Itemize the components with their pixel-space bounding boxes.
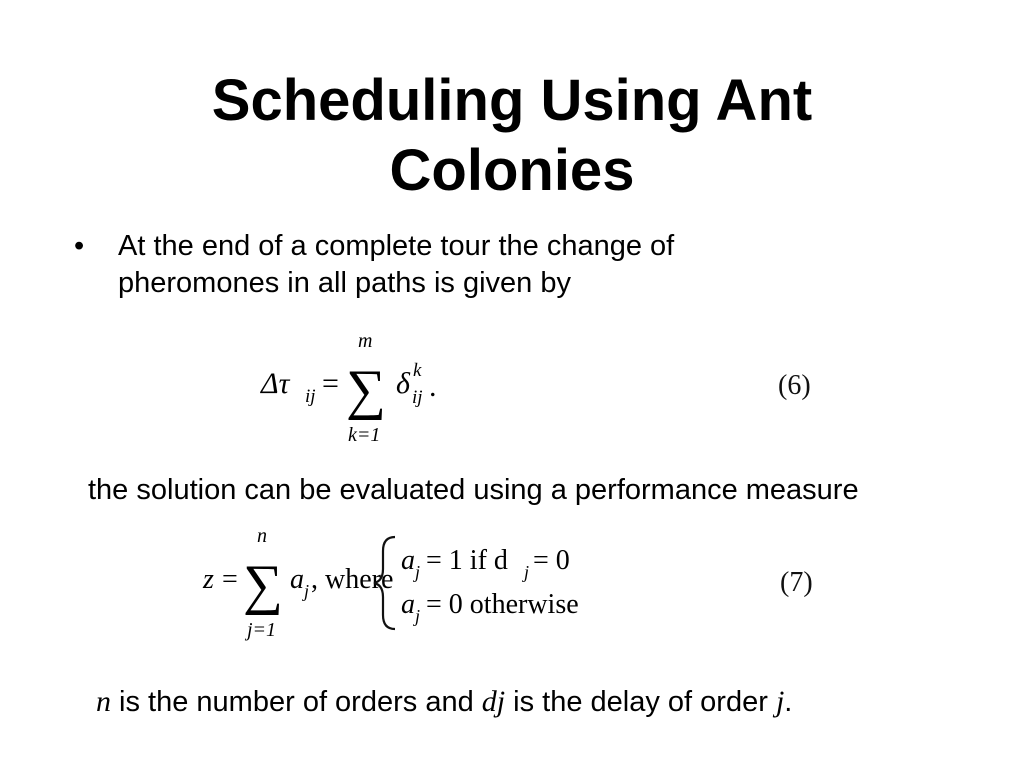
- eq7-case1-var: a: [401, 545, 415, 576]
- equation-6: [256, 328, 456, 448]
- eq7-case2-var: a: [401, 589, 415, 620]
- eq7-case2-sub: j: [415, 606, 421, 626]
- footnote-text-1: is the number of orders and: [111, 686, 482, 718]
- text-between-equations: the solution can be evaluated using a performance measure: [88, 474, 859, 506]
- footnote: [96, 684, 792, 720]
- footnote-var-dj: dj: [481, 685, 506, 718]
- eq6-period: .: [429, 370, 437, 403]
- eq7-where: , where: [311, 564, 394, 595]
- footnote-text-2: is the delay of order: [505, 686, 776, 718]
- eq7-sum-upper: n: [257, 525, 267, 547]
- title-line-2: Colonies: [389, 138, 635, 203]
- eq6-term-sup: k: [413, 360, 422, 381]
- eq6-lhs: Δτ: [261, 367, 290, 400]
- slide-title: [0, 66, 1024, 206]
- equation-6-number: (6): [778, 370, 811, 401]
- bullet-marker: •: [74, 230, 85, 262]
- eq7-lhs: z: [203, 564, 214, 595]
- eq7-case1-sub: j: [415, 562, 421, 582]
- eq7-case1-end: = 0: [533, 545, 570, 576]
- eq7-term-sub: j: [304, 581, 310, 601]
- equation-7-number: (7): [780, 567, 813, 598]
- eq7-case1-rest: = 1 if d: [426, 545, 508, 576]
- eq6-term-sub: ij: [412, 387, 423, 408]
- bullet-line-1: At the end of a complete tour the change of: [118, 230, 675, 262]
- eq6-sum-upper: m: [358, 330, 373, 352]
- eq6-sum-lower: k=1: [348, 424, 381, 446]
- footnote-var-n: n: [96, 685, 111, 718]
- title-line-1: Scheduling Using Ant: [211, 68, 813, 133]
- eq6-lhs-sub: ij: [305, 386, 316, 407]
- equation-7: [200, 525, 600, 650]
- eq6-equals: =: [322, 367, 339, 400]
- eq7-sum-lower: j=1: [247, 619, 277, 641]
- bullet-item: [74, 228, 834, 302]
- bullet-text: [118, 228, 834, 302]
- bullet-line-2: pheromones in all paths is given by: [118, 267, 571, 299]
- eq7-equals: =: [222, 564, 238, 595]
- footnote-end: .: [784, 686, 793, 718]
- footnote-var-j: j: [775, 685, 785, 718]
- eq6-term: δ: [396, 367, 410, 400]
- eq6-sigma: ∑: [346, 359, 386, 421]
- eq7-case2-rest: = 0 otherwise: [426, 589, 579, 620]
- eq7-term: a: [290, 564, 304, 595]
- eq7-sigma: ∑: [243, 554, 283, 616]
- eq7-case1-sub2: j: [524, 562, 530, 582]
